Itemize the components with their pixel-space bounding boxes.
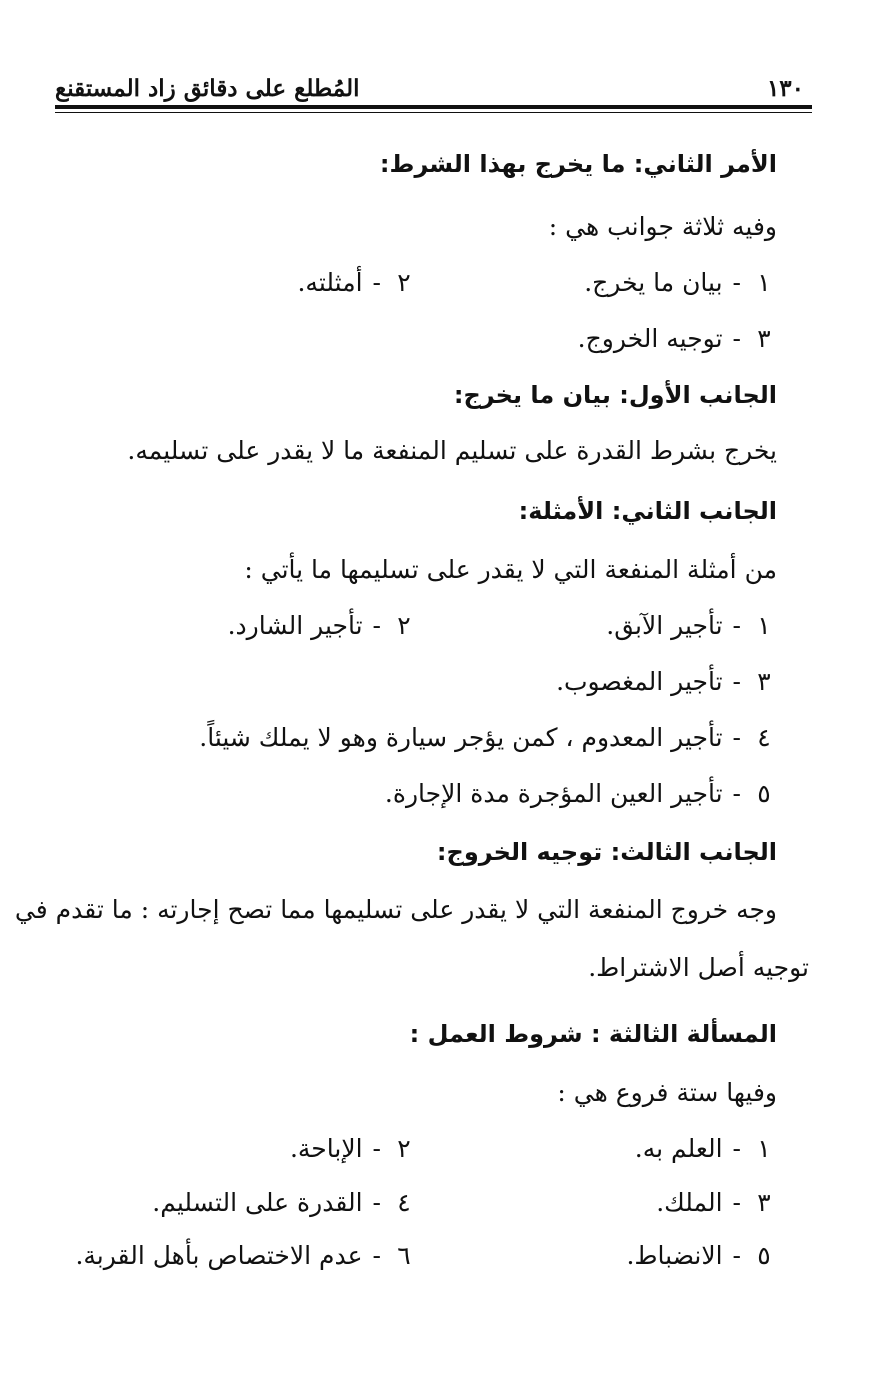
branch-item: ١ - العلم به. (635, 1134, 777, 1164)
section-heading: الأمر الثاني: ما يخرج بهذا الشرط: (379, 150, 777, 178)
item-text: أمثلته. (297, 268, 363, 297)
item-number: ٤ (397, 1188, 411, 1217)
aspects-intro: وفيه ثلاثة جوانب هي : (548, 212, 777, 241)
header-rule-thin (55, 112, 812, 113)
branch-item: ٥ - الانضباط. (626, 1241, 777, 1271)
item-text: تأجير المعدوم ، كمن يؤجر سيارة وهو لا يملك شيئاً. (199, 723, 723, 752)
item-text: تأجير الآبق. (606, 611, 723, 640)
aspect-item: ٣ - توجيه الخروج. (578, 324, 777, 354)
issue3-heading: المسألة الثالثة : شروط العمل : (409, 1020, 777, 1048)
example-item: ٢ - تأجير الشارد. (228, 611, 417, 641)
item-number: ١ (757, 611, 771, 640)
item-text: توجيه الخروج. (577, 324, 723, 353)
aspect-item: ١ - بيان ما يخرج. (584, 268, 777, 298)
item-number: ١ (757, 268, 771, 297)
branch-item: ٦ - عدم الاختصاص بأهل القربة. (75, 1241, 417, 1271)
item-number: ٣ (757, 324, 771, 353)
aspect3-heading: الجانب الثالث: توجيه الخروج: (436, 838, 777, 866)
item-number: ٢ (397, 611, 411, 640)
item-text: بيان ما يخرج. (584, 268, 723, 297)
item-number: ٢ (397, 1134, 411, 1163)
header-rule-thick (55, 105, 812, 109)
item-text: الإباحة. (289, 1134, 363, 1163)
item-number: ٤ (757, 723, 771, 752)
issue3-intro: وفيها ستة فروع هي : (557, 1078, 777, 1107)
item-text: الملك. (656, 1188, 723, 1217)
aspect1-heading: الجانب الأول: بيان ما يخرج: (453, 381, 777, 409)
item-text: تأجير الشارد. (227, 611, 363, 640)
aspect2-heading: الجانب الثاني: الأمثلة: (518, 497, 777, 525)
example-item: ١ - تأجير الآبق. (606, 611, 777, 641)
aspect3-text-line2: توجيه أصل الاشتراط. (588, 953, 809, 982)
aspect3-text-line1: وجه خروج المنفعة التي لا يقدر على تسليمها مما تصح إجارته : ما تقدم في (14, 895, 777, 924)
item-number: ٥ (757, 779, 771, 808)
branch-item: ٣ - الملك. (656, 1188, 777, 1218)
branch-item: ٤ - القدرة على التسليم. (152, 1188, 417, 1218)
branch-item: ٢ - الإباحة. (290, 1134, 417, 1164)
aspect2-intro: من أمثلة المنفعة التي لا يقدر على تسليمها ما يأتي : (244, 555, 777, 584)
running-title: المُطلع على دقائق زاد المستقنع (55, 75, 360, 102)
item-number: ٣ (757, 667, 771, 696)
item-text: تأجير المغصوب. (556, 667, 723, 696)
item-text: العلم به. (634, 1134, 723, 1163)
item-number: ٢ (397, 268, 411, 297)
item-number: ١ (757, 1134, 771, 1163)
item-number: ٣ (757, 1188, 771, 1217)
example-item: ٤ - تأجير المعدوم ، كمن يؤجر سيارة وهو لا يملك شيئاً. (199, 723, 777, 753)
example-item: ٥ - تأجير العين المؤجرة مدة الإجارة. (385, 779, 777, 809)
aspect1-text: يخرج بشرط القدرة على تسليم المنفعة ما لا يقدر على تسليمه. (127, 436, 777, 465)
item-number: ٦ (397, 1241, 411, 1270)
item-text: تأجير العين المؤجرة مدة الإجارة. (384, 779, 723, 808)
aspect-item: ٢ - أمثلته. (297, 268, 417, 298)
page-header (55, 58, 812, 102)
example-item: ٣ - تأجير المغصوب. (556, 667, 777, 697)
item-text: الانضباط. (626, 1241, 723, 1270)
item-text: القدرة على التسليم. (152, 1188, 363, 1217)
item-number: ٥ (757, 1241, 771, 1270)
item-text: عدم الاختصاص بأهل القربة. (75, 1241, 363, 1270)
page-number: ١٣٠ (766, 75, 804, 102)
